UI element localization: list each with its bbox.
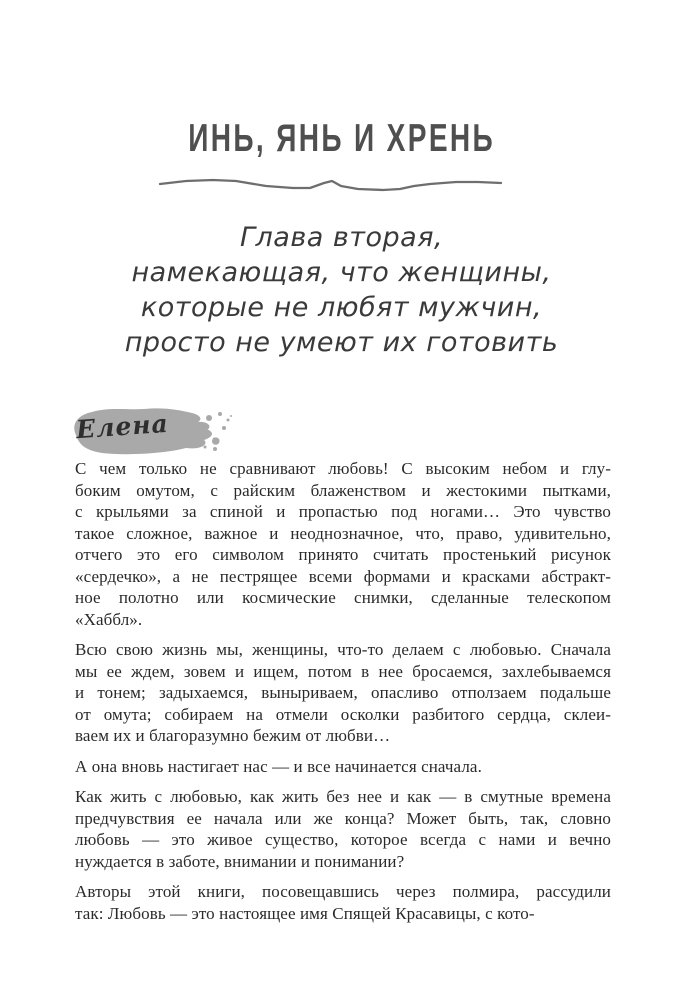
text-line: которые не любят мужчин,: [140, 292, 543, 323]
chapter-subtitle: [0, 220, 683, 360]
text-line: предчувствия ее начала или же конца? Может быть, так, словно: [75, 808, 611, 828]
text-line: Глава вторая,: [239, 222, 444, 253]
text-line: с крыльями за спиной и пропастью под ногами… Это чувство: [75, 502, 611, 521]
paragraph-3: [75, 756, 611, 778]
text-line: А она вновь настигает нас — и все начинается сначала.: [75, 756, 482, 776]
chapter-title-text: ИНЬ, ЯНЬ И ХРЕНЬ: [188, 115, 495, 160]
paragraph-4: [75, 786, 611, 872]
text-line: так: Любовь — это настоящее имя Спящей Красавицы, с кото-: [75, 903, 535, 923]
text-line: «Хаббл».: [75, 609, 143, 629]
text-line: боким омутом, с райским блаженством и жестокими пытками,: [75, 480, 611, 500]
text-line: нуждается в заботе, внимании и понимании?: [75, 851, 405, 871]
text-line: «сердечко», а не пестрящее всеми формами и красками абстракт-: [75, 566, 611, 586]
text-line: просто не умеют их готовить: [124, 327, 559, 358]
text-line: ное полотно или космические снимки, сделанные телескопом: [75, 588, 611, 607]
author-label: [68, 403, 240, 459]
text-line: любовь — это живое существо, которое всегда с нами и вечно: [75, 830, 611, 849]
paragraph-1: [75, 458, 611, 630]
text-line: Как жить с любовью, как жить без нее и как — в смутные времена: [75, 787, 611, 806]
text-line: отчего это его символом принято считать простенький рисунок: [75, 545, 611, 564]
chapter-title: [0, 115, 683, 160]
author-name: Елена: [75, 408, 170, 445]
body-text: [75, 458, 611, 933]
paragraph-5: [75, 881, 611, 924]
title-underline-icon: [158, 176, 503, 194]
text-line: С чем только не сравнивают любовь! С высоким небом и глу-: [75, 459, 611, 478]
text-line: и тонем; задыхаемся, выныриваем, опасливо отползаем подальше: [75, 683, 611, 702]
text-line: Всю свою жизнь мы, женщины, что-то делаем с любовью. Сначала: [75, 640, 611, 659]
paragraph-2: [75, 639, 611, 747]
text-line: ваем их и благоразумно бежим от любви…: [75, 726, 391, 745]
text-line: Авторы этой книги, посовещавшись через полмира, рассудили: [75, 882, 611, 901]
text-line: от омута; собираем на отмели осколки разбитого сердца, склеи-: [75, 704, 611, 724]
text-line: мы ее ждем, зовем и ищем, потом в нее бросаемся, захлебываемся: [75, 661, 611, 681]
text-line: такое сложное, важное и неоднозначное, что, право, удивительно,: [75, 523, 611, 543]
text-line: намекающая, что женщины,: [131, 257, 552, 288]
